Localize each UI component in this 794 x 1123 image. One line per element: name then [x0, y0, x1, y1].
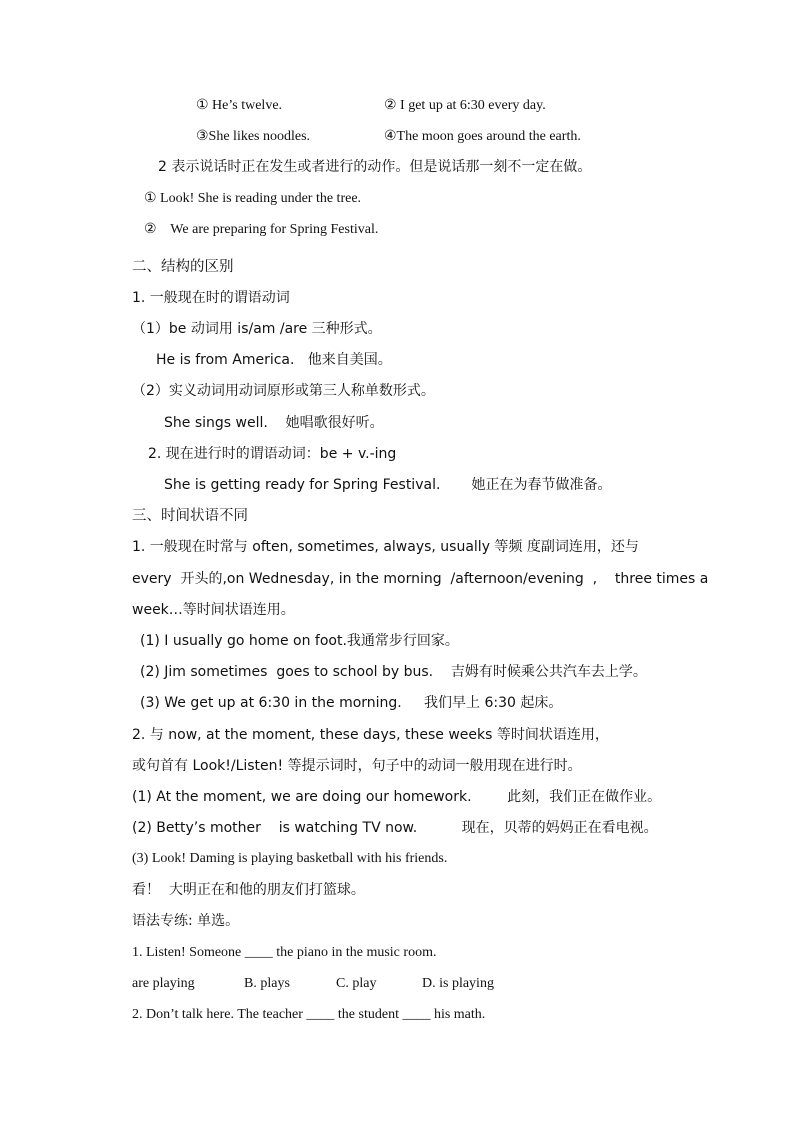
section-2-sub-2: 2. 现在进行时的谓语动词：be + v.-ing — [148, 446, 397, 462]
section-3-para-1-line-3: week…等时间状语连用。 — [132, 602, 295, 618]
section-3-para-2-line-1: 2. 与 now, at the moment, these days, these weeks 等时间状语连用， — [132, 727, 609, 743]
section-3-example-4: (1) At the moment, we are doing our homework. 此刻，我们正在做作业。 — [132, 789, 662, 805]
example-1b: ② I get up at 6:30 every day. — [384, 98, 546, 113]
section-2-sub-1: 1. 一般现在时的谓语动词 — [132, 290, 290, 306]
section-2-sub-2-example: She is getting ready for Spring Festival. 她正在为春节做准备。 — [164, 477, 612, 493]
section-3-para-1-line-2: every 开头的,on Wednesday, in the morning /afternoon/evening , three times a — [132, 571, 709, 587]
section-3-heading: 三、时间状语不同 — [132, 508, 248, 524]
question-1-option-d: D. is playing — [422, 976, 494, 991]
practice-heading: 语法专练: 单选。 — [132, 913, 240, 929]
section-2-item-2-example: She sings well. 她唱歌很好听。 — [164, 415, 384, 431]
section-3-example-5: (2) Betty’s mother is watching TV now. 现在，贝蒂的妈妈正在看电视。 — [132, 820, 658, 836]
section-2-item-1: （1）be 动词用 is/am /are 三种形式。 — [132, 321, 382, 337]
example-2b: ② We are preparing for Spring Festival. — [144, 222, 379, 237]
question-1-option-c: C. play — [336, 976, 377, 991]
section-3-para-2-line-2: 或句首有 Look!/Listen! 等提示词时，句子中的动词一般用现在进行时。 — [132, 758, 582, 774]
question-2: 2. Don’t talk here. The teacher ____ the student ____ his math. — [132, 1007, 486, 1022]
section-3-example-6-translation: 看！ 大明正在和他的朋友们打篮球。 — [132, 882, 365, 898]
section-2-item-1-example: He is from America. 他来自美国。 — [156, 352, 392, 368]
point-2-text: 2 表示说话时正在发生或者进行的动作。但是说话那一刻不一定在做。 — [158, 159, 592, 175]
section-3-example-3: (3) We get up at 6:30 in the morning. 我们早上 6:30 起床。 — [140, 695, 563, 711]
example-1d: ④The moon goes around the earth. — [384, 129, 581, 144]
section-2-heading: 二、结构的区别 — [132, 259, 234, 275]
section-3-example-2: (2) Jim sometimes goes to school by bus. 吉姆有时候乘公共汽车去上学。 — [140, 664, 647, 680]
example-1a: ① He’s twelve. — [196, 98, 283, 113]
example-1c: ③She likes noodles. — [196, 129, 311, 144]
question-1-option-a: are playing — [132, 976, 195, 991]
section-2-item-2: （2）实义动词用动词原形或第三人称单数形式。 — [132, 383, 435, 399]
question-1: 1. Listen! Someone ____ the piano in the music room. — [132, 945, 437, 960]
section-3-example-1: (1) I usually go home on foot.我通常步行回家。 — [140, 633, 459, 649]
example-2a: ① Look! She is reading under the tree. — [144, 191, 362, 206]
section-3-para-1-line-1: 1. 一般现在时常与 often, sometimes, always, usually 等频 度副词连用，还与 — [132, 539, 639, 555]
question-1-option-b: B. plays — [244, 976, 290, 991]
section-3-example-6: (3) Look! Daming is playing basketball with his friends. — [132, 851, 448, 866]
